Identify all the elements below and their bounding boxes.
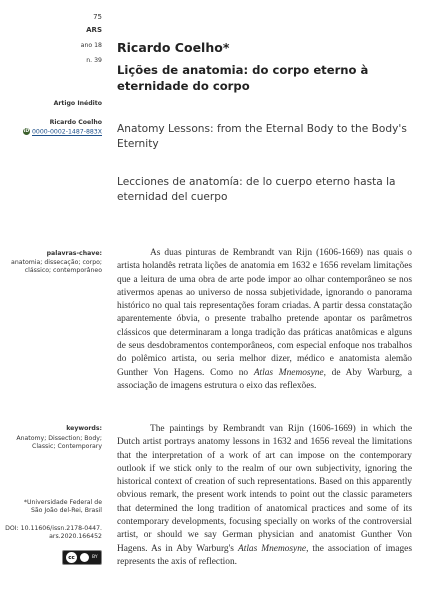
- sidebar-author: Ricardo Coelho: [49, 119, 102, 126]
- keywords-en-line-1: Anatomy; Dissection; Body;: [16, 435, 102, 442]
- abstract-en-text: The paintings by Rembrandt van Rijn (1606-1669) in which the Dutch artist portrays anatomy lessons in 1632 and 1656 reveal the limitations that the interpretation of a work of art can impose on the contemporary outlook if we stick only to the realm of our own subjectivity, ignoring the historical context of creation of such representations. Based on this apparently obvious remark, the present work intends to point out the classic parameters that determined the long tradition of anatomical practices and some of its contemporary developments, focusing specially on works of the controversial artist, or should we say German physician and anatomist Gunther Von Hagens. As in Aby Warburg's: [117, 424, 412, 554]
- abstract-pt-end: , de Aby Warburg, a associação de imagens estrutura o eixo das reflexões.: [117, 367, 412, 391]
- title-spanish: Lecciones de anatomía: de lo cuerpo eterno hasta la eternidad del cuerpo: [117, 176, 396, 203]
- page-number: 75: [93, 13, 102, 21]
- orcid-row: [23, 128, 102, 136]
- cc-icon: cc: [66, 552, 77, 563]
- keywords-pt-line-2: clássico; contemporâneo: [24, 267, 102, 274]
- journal-year: ano 18: [80, 42, 102, 49]
- doi-line-2: ars.2020.166452: [49, 533, 102, 540]
- keywords-pt-line-1: anatomia; dissecação; corpo;: [11, 259, 102, 266]
- cc-by-license-icon[interactable]: [62, 550, 102, 565]
- keywords-en-line-2: Classic; Contemporary: [32, 443, 102, 450]
- affiliation-line-1: *Universidade Federal de: [23, 499, 102, 506]
- abstract-english: [117, 423, 412, 569]
- abstract-pt-italic: Atlas Mnemosyne: [253, 367, 324, 378]
- title-portuguese: Lições de anatomia: do corpo eterno à eternidade do corpo: [117, 63, 369, 93]
- abstract-en-end: , the association of images represents the axis of reflection.: [117, 543, 412, 567]
- journal-issue: n. 39: [86, 57, 102, 64]
- affiliation-line-2: São João del-Rei, Brasil: [30, 507, 102, 514]
- abstract-en-italic: Atlas Mnemosyne: [237, 543, 307, 554]
- keywords-en-label: keywords:: [66, 425, 102, 432]
- keywords-pt-label: palavras-chave:: [46, 250, 102, 257]
- article-section: Artigo Inédito: [53, 100, 102, 107]
- abstract-pt-text: As duas pinturas de Rembrandt van Rijn (1606-1669) nas quais o artista holandês retrata lições de anatomia em 1632 e 1656 revelam limitações que a leitura de uma obra de arte pode impor ao olhar contemporâneo se nos ativermos apenas ao universo de nossa subjetividade, ignorando o panorama histórico no qual tais representações foram criadas. A partir dessa constatação aparentemente óbvia, o presente trabalho pretende apontar os parâmetros clássicos que determinaram a longa tradição das práticas anatômicas e alguns de seus desdobramentos contemporâneos, com especial enfoque nos trabalhos do polêmico artista, ou seria melhor dizer, médico e anatomista alemão Gunther Von Hagens. Como no: [117, 248, 412, 378]
- person-icon: [80, 553, 89, 562]
- abstract-portuguese: [117, 247, 412, 393]
- doi-line-1: DOI: 10.11606/issn.2178-0447.: [5, 525, 102, 532]
- author-heading: Ricardo Coelho*: [117, 40, 230, 55]
- title-english: Anatomy Lessons: from the Eternal Body to the Body's Eternity: [117, 123, 407, 150]
- journal-name: ARS: [86, 26, 102, 34]
- by-label: BY: [92, 555, 98, 560]
- orcid-icon: iD: [23, 129, 30, 134]
- orcid-link[interactable]: 0000-0002-1487-883X: [32, 128, 102, 136]
